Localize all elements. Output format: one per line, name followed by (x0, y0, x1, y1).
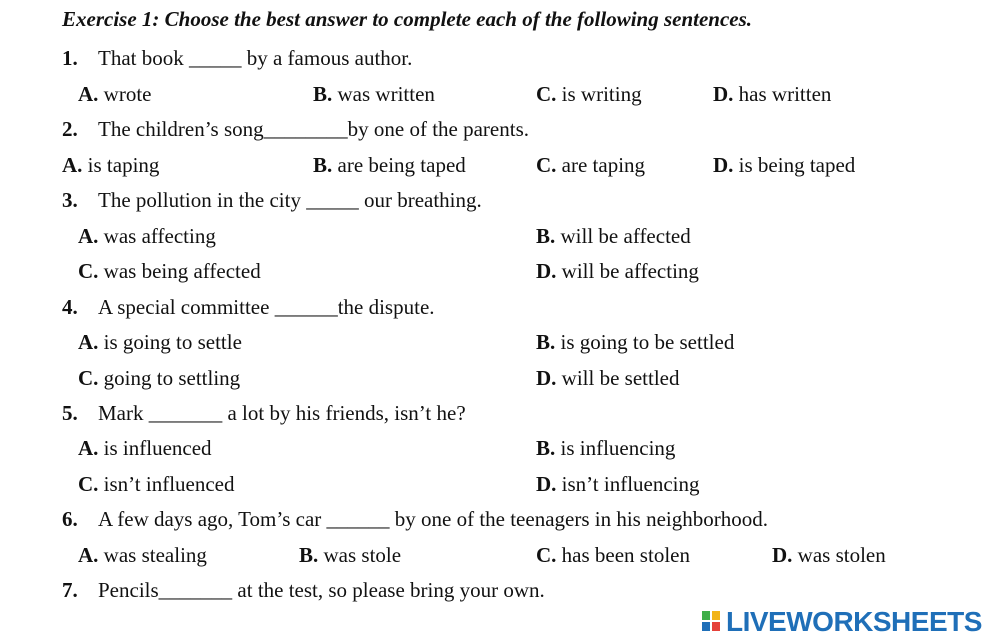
q2-option-d[interactable] (713, 152, 855, 178)
option-letter: A. (62, 153, 83, 177)
option-text: will be affected (560, 224, 691, 248)
q3-option-d[interactable] (536, 258, 699, 284)
option-letter: D. (536, 259, 557, 283)
question-text: Pencils_______ at the test, so please bring your own. (98, 578, 545, 602)
q2-option-c[interactable] (536, 152, 645, 178)
option-letter: A. (78, 330, 99, 354)
option-text: was affecting (103, 224, 216, 248)
q5-option-b[interactable] (536, 435, 675, 461)
option-text: is writing (561, 82, 642, 106)
option-letter: D. (713, 153, 734, 177)
option-letter: C. (78, 259, 99, 283)
question-number: 5. (62, 401, 78, 425)
option-text: is influencing (560, 436, 676, 460)
question-7 (62, 577, 545, 603)
q6-option-c[interactable] (536, 542, 690, 568)
option-letter: A. (78, 436, 99, 460)
question-text: The pollution in the city _____ our breathing. (98, 188, 482, 212)
q1-option-a[interactable] (78, 81, 152, 107)
q1-option-b[interactable] (313, 81, 435, 107)
question-number: 6. (62, 507, 78, 531)
option-text: is being taped (738, 153, 856, 177)
option-text: was stolen (797, 543, 886, 567)
option-letter: D. (772, 543, 793, 567)
option-letter: B. (313, 153, 333, 177)
q3-option-a[interactable] (78, 223, 216, 249)
option-text: will be settled (561, 366, 680, 390)
q3-option-c[interactable] (78, 258, 261, 284)
option-letter: B. (313, 82, 333, 106)
option-text: is going to be settled (560, 330, 735, 354)
question-text: The children’s song________by one of the parents. (98, 117, 529, 141)
q5-option-c[interactable] (78, 471, 235, 497)
option-letter: D. (536, 366, 557, 390)
option-letter: B. (299, 543, 319, 567)
question-number: 4. (62, 295, 78, 319)
option-letter: C. (536, 543, 557, 567)
option-text: has written (738, 82, 832, 106)
question-3 (62, 187, 482, 213)
q6-option-b[interactable] (299, 542, 401, 568)
option-text: is influenced (103, 436, 212, 460)
option-letter: D. (713, 82, 734, 106)
question-number: 3. (62, 188, 78, 212)
question-text: Mark _______ a lot by his friends, isn’t he? (98, 401, 466, 425)
question-text: A few days ago, Tom’s car ______ by one of the teenagers in his neighborhood. (98, 507, 769, 531)
option-letter: A. (78, 543, 99, 567)
option-text: will be affecting (561, 259, 699, 283)
question-number: 7. (62, 578, 78, 602)
q1-option-d[interactable] (713, 81, 831, 107)
question-1 (62, 45, 412, 71)
option-text: wrote (103, 82, 152, 106)
liveworksheets-logo-icon (702, 610, 722, 634)
q2-option-a[interactable] (62, 152, 159, 178)
liveworksheets-logo-text: LIVEWORKSHEETS (726, 606, 982, 637)
option-text: was stole (323, 543, 402, 567)
question-number: 1. (62, 46, 78, 70)
question-4 (62, 294, 435, 320)
option-letter: B. (536, 224, 556, 248)
option-text: has been stolen (561, 543, 690, 567)
q6-option-d[interactable] (772, 542, 886, 568)
q4-option-b[interactable] (536, 329, 734, 355)
option-text: is taping (87, 153, 160, 177)
option-text: was written (337, 82, 435, 106)
option-letter: C. (78, 366, 99, 390)
question-number: 2. (62, 117, 78, 141)
option-letter: B. (536, 436, 556, 460)
q3-option-b[interactable] (536, 223, 691, 249)
question-2 (62, 116, 529, 142)
option-letter: B. (536, 330, 556, 354)
q4-option-d[interactable] (536, 365, 679, 391)
q1-option-c[interactable] (536, 81, 642, 107)
question-5 (62, 400, 466, 426)
liveworksheets-logo (702, 606, 982, 638)
option-text: isn’t influenced (103, 472, 235, 496)
option-text: was being affected (103, 259, 261, 283)
q4-option-a[interactable] (78, 329, 242, 355)
option-letter: C. (78, 472, 99, 496)
option-letter: A. (78, 82, 99, 106)
option-letter: A. (78, 224, 99, 248)
question-6 (62, 506, 768, 532)
q4-option-c[interactable] (78, 365, 240, 391)
q2-option-b[interactable] (313, 152, 466, 178)
option-text: is going to settle (103, 330, 242, 354)
q5-option-a[interactable] (78, 435, 212, 461)
option-text: was stealing (103, 543, 207, 567)
option-letter: D. (536, 472, 557, 496)
option-text: isn’t influencing (561, 472, 700, 496)
question-text: That book _____ by a famous author. (98, 46, 413, 70)
option-text: going to settling (103, 366, 241, 390)
exercise-title: Exercise 1: Choose the best answer to complete each of the following sentences. (62, 7, 753, 31)
question-text: A special committee ______the dispute. (98, 295, 435, 319)
option-text: are taping (561, 153, 646, 177)
option-text: are being taped (337, 153, 466, 177)
option-letter: C. (536, 153, 557, 177)
option-letter: C. (536, 82, 557, 106)
q5-option-d[interactable] (536, 471, 700, 497)
q6-option-a[interactable] (78, 542, 207, 568)
